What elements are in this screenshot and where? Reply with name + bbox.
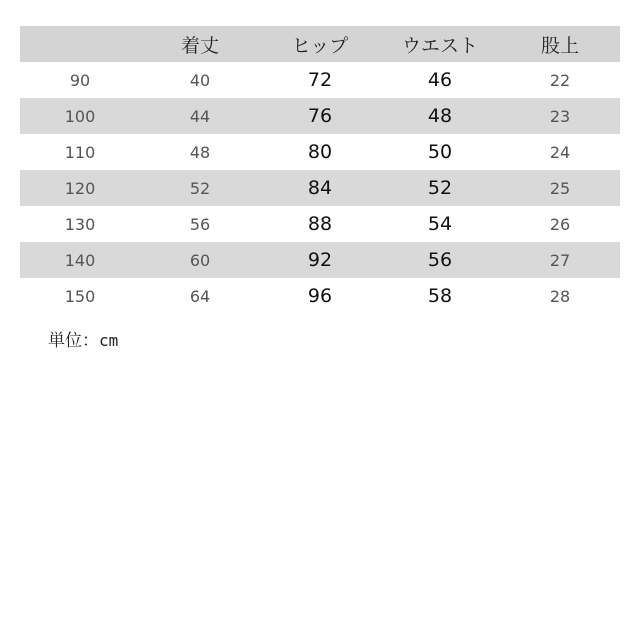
cell-size: 150 [64, 286, 96, 306]
cell-waist: 50 [427, 141, 453, 163]
header-rise: 股上 [540, 34, 579, 57]
header-row [20, 26, 620, 62]
header-size [20, 26, 140, 62]
header-hip: ヒップ [291, 34, 349, 57]
unit-note-value: cm [99, 331, 119, 350]
header-length: 着丈 [180, 34, 219, 57]
header-waist: ウエスト [401, 34, 478, 57]
table-row [20, 278, 620, 314]
cell-rise: 28 [549, 286, 571, 306]
cell-rise: 22 [549, 70, 571, 90]
cell-length: 40 [189, 70, 211, 90]
unit-note [48, 326, 118, 351]
table-row [20, 98, 620, 134]
cell-waist: 54 [427, 213, 453, 235]
cell-rise: 25 [549, 178, 571, 198]
cell-hip: 92 [307, 249, 333, 271]
cell-size: 110 [64, 142, 96, 162]
cell-length: 52 [189, 178, 211, 198]
table-body [20, 62, 620, 314]
cell-length: 48 [189, 142, 211, 162]
cell-size: 90 [69, 70, 91, 90]
cell-waist: 46 [427, 69, 453, 91]
cell-hip: 88 [307, 213, 333, 235]
cell-hip: 84 [307, 177, 333, 199]
cell-size: 140 [64, 250, 96, 270]
cell-hip: 72 [307, 69, 333, 91]
cell-length: 56 [189, 214, 211, 234]
cell-length: 60 [189, 250, 211, 270]
cell-length: 64 [189, 286, 211, 306]
cell-rise: 24 [549, 142, 571, 162]
table-header [20, 26, 620, 62]
cell-size: 100 [64, 106, 96, 126]
cell-hip: 76 [307, 105, 333, 127]
cell-rise: 27 [549, 250, 571, 270]
cell-waist: 56 [427, 249, 453, 271]
table-row [20, 242, 620, 278]
cell-length: 44 [189, 106, 211, 126]
cell-hip: 80 [307, 141, 333, 163]
cell-size: 120 [64, 178, 96, 198]
cell-waist: 48 [427, 105, 453, 127]
cell-waist: 58 [427, 285, 453, 307]
unit-note-label: 単位： [48, 331, 99, 351]
cell-rise: 26 [549, 214, 571, 234]
table-row [20, 206, 620, 242]
cell-waist: 52 [427, 177, 453, 199]
table-row [20, 134, 620, 170]
table-row [20, 170, 620, 206]
size-chart-table [20, 26, 620, 314]
table-row [20, 62, 620, 98]
cell-rise: 23 [549, 106, 571, 126]
cell-hip: 96 [307, 285, 333, 307]
cell-size: 130 [64, 214, 96, 234]
